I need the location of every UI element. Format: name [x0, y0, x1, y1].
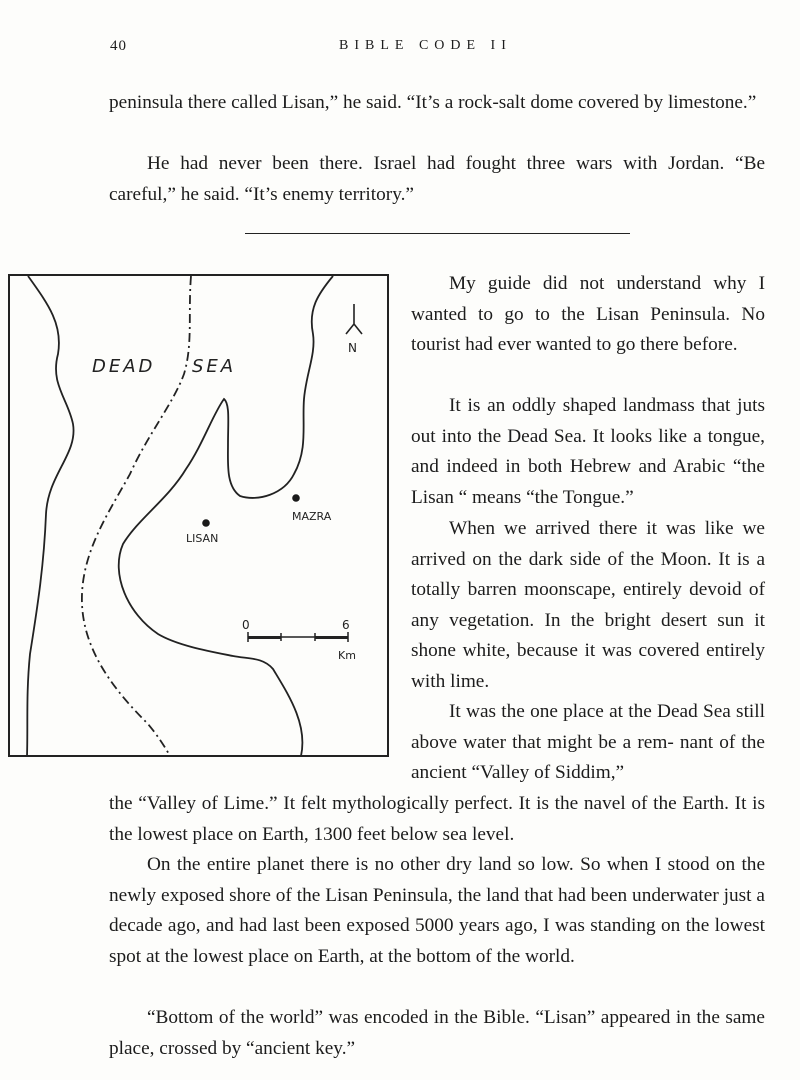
paragraph-2: He had never been there. Israel had fought three wars with Jordan. “Be careful,” he said. “It’s enemy territory.”	[109, 153, 765, 205]
scale-max: 6	[342, 618, 350, 632]
lisan-marker	[202, 519, 210, 527]
paragraph-1: peninsula there called Lisan,” he said. “It’s a rock-salt dome covered by limestone.”	[109, 92, 757, 113]
page-number: 40	[110, 38, 127, 54]
paragraph-7: On the entire planet there is no other dry land so low. So when I stood on the newly exposed shore of the Lisan Peninsula, the land that had been underwater just a decade ago, and had last been exposed 5000 years ago, I was standing on the lowest spot at the lowest place on Earth, at the bottom of the world.	[109, 854, 765, 967]
page-header	[0, 38, 800, 58]
scale-min: 0	[242, 618, 250, 632]
sea-label-sea: SEA	[192, 356, 237, 377]
paragraph-6-start: It was the one place at the Dead Sea still above water that might be a rem- nant of the ancient “Valley of Siddim,”	[411, 701, 765, 784]
place-label-lisan: LISAN	[186, 532, 219, 545]
mazra-marker	[292, 494, 300, 502]
paragraph-5: When we arrived there it was like we arrived on the dark side of the Moon. It is a totally barren moonscape, entirely devoid of any vegetation. In the bright desert sun it shone white, because it was covered entirely with lime.	[411, 518, 765, 692]
map-figure	[8, 274, 389, 757]
section-divider	[245, 233, 630, 234]
scale-unit: Km	[338, 649, 356, 662]
running-title: BIBLE CODE II	[339, 38, 512, 53]
paragraph-3: My guide did not understand why I wanted to go to the Lisan Peninsula. No tourist had ever wanted to go there before.	[411, 273, 765, 356]
border-line	[82, 276, 191, 756]
paragraph-4: It is an oddly shaped landmass that juts out into the Dead Sea. It looks like a tongue, and indeed in both Hebrew and Arabic “the Lisan “ means “the Tongue.”	[411, 395, 765, 508]
north-label: N	[348, 341, 357, 355]
west-shoreline	[27, 276, 74, 756]
sea-label-dead: DEAD	[92, 356, 156, 377]
place-label-mazra: MAZRA	[292, 510, 332, 523]
paragraph-6-end: the “Valley of Lime.” It felt mythologically perfect. It is the navel of the Earth. It is the lowest place on Earth, 1300 feet below sea level.	[109, 793, 765, 845]
north-arrow-icon	[346, 304, 362, 334]
dead-sea-map	[8, 274, 389, 757]
paragraph-8: “Bottom of the world” was encoded in the Bible. “Lisan” appeared in the same place, crossed by “ancient key.”	[109, 1007, 765, 1059]
